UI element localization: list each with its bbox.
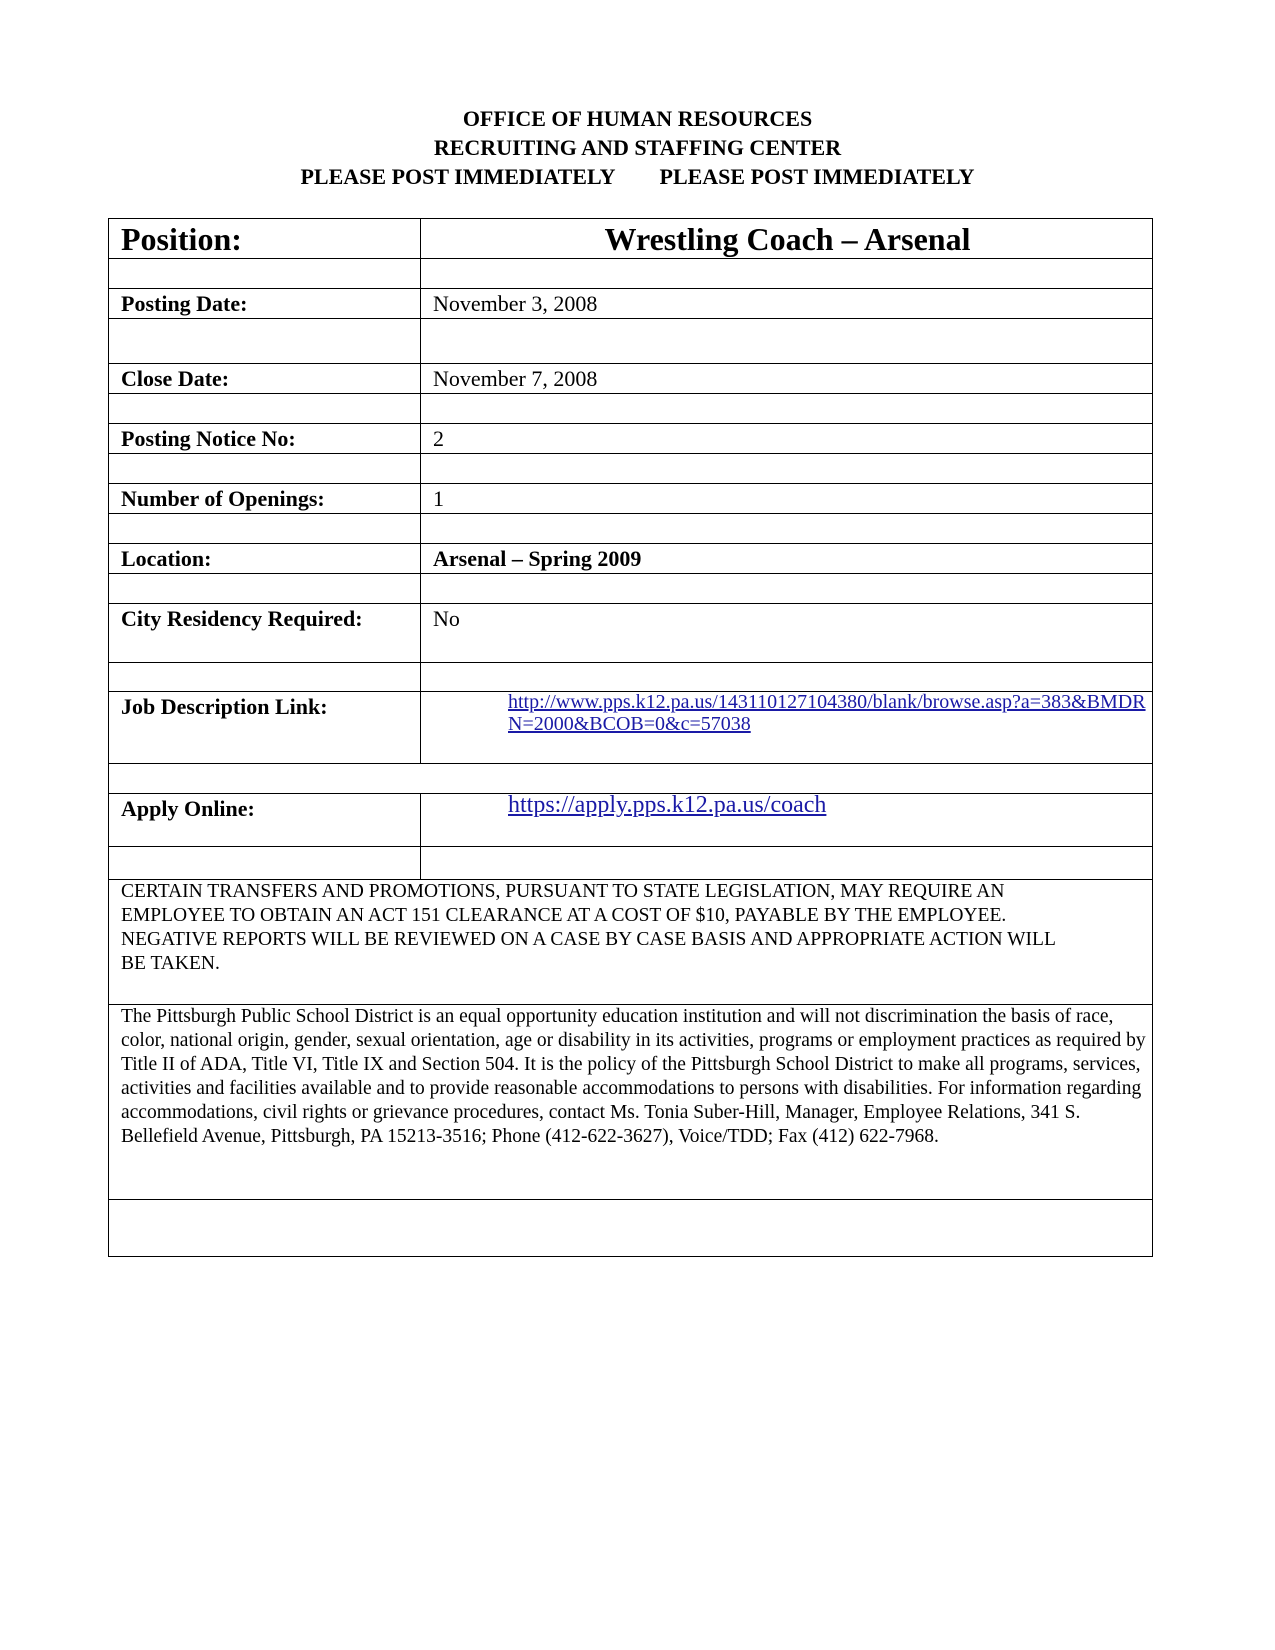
close-date-value: November 7, 2008 (433, 366, 598, 391)
position-title: Wrestling Coach – Arsenal (604, 221, 971, 257)
row-rule (109, 318, 1152, 319)
openings-label: Number of Openings: (121, 486, 325, 511)
posting-date-label: Posting Date: (121, 291, 248, 316)
notice-no-value: 2 (433, 426, 444, 451)
header-center: RECRUITING AND STAFFING CENTER (433, 135, 842, 160)
header-post-line (0, 162, 1275, 191)
row-rule (109, 662, 1152, 663)
header-post-right: PLEASE POST IMMEDIATELY (659, 164, 975, 189)
residency-value: No (433, 606, 460, 631)
notice-no-label: Posting Notice No: (121, 426, 296, 451)
job-description-link[interactable]: http://www.pps.k12.pa.us/143110127104380/blank/browse.asp?a=383&BMDRN=2000&BCOB=0&c=57038 (508, 691, 1146, 735)
openings-value: 1 (433, 486, 444, 511)
position-label: Position: (121, 221, 242, 257)
job-description-label: Job Description Link: (121, 694, 328, 719)
row-rule (109, 393, 1152, 394)
row-rule (109, 288, 1152, 289)
location-label: Location: (121, 546, 212, 571)
header-office: OFFICE OF HUMAN RESOURCES (462, 106, 813, 131)
row-rule (109, 258, 1152, 259)
document-header (0, 104, 1275, 191)
apply-online-label: Apply Online: (121, 796, 255, 821)
row-rule (109, 763, 1152, 764)
row-rule (109, 363, 1152, 364)
posting-table (108, 218, 1153, 1257)
row-rule (109, 513, 1152, 514)
row-rule (109, 573, 1152, 574)
row-rule (109, 453, 1152, 454)
header-post-left: PLEASE POST IMMEDIATELY (300, 164, 616, 189)
column-rule (420, 793, 421, 879)
eeo-statement: The Pittsburgh Public School District is an equal opportunity education institution and will not discrimination the basis of race, color, national origin, gender, sexual orientation, age or disability in its activities, programs or employment practices as required by Title II of ADA, Title VI, Title IX and Section 504. It is the policy of the Pittsburgh School District to make all programs, services, activities and facilities available and to provide reasonable accommodations to persons with disabilities. For information regarding accommodations, civil rights or grievance procedures, contact Ms. Tonia Suber-Hill, Manager, Employee Relations, 341 S. Bellefield Avenue, Pittsburgh, PA 15213-3516; Phone (412-622-3627), Voice/TDD; Fax (412) 622-7968. (121, 1006, 1146, 1147)
row-rule (109, 846, 1152, 847)
clearance-notice: CERTAIN TRANSFERS AND PROMOTIONS, PURSUANT TO STATE LEGISLATION, MAY REQUIRE AN EMPLOYEE TO OBTAIN AN ACT 151 CLEARANCE AT A COST OF $10, PAYABLE BY THE EMPLOYEE. NEGATIVE REPORTS WILL BE REVIEWED ON A CASE BY CASE BASIS AND APPROPRIATE ACTION WILL BE TAKEN. (121, 881, 1056, 974)
row-rule (109, 603, 1152, 604)
row-rule (109, 483, 1152, 484)
row-rule (109, 1199, 1152, 1200)
close-date-label: Close Date: (121, 366, 230, 391)
residency-label: City Residency Required: (121, 606, 363, 631)
location-value: Arsenal – Spring 2009 (433, 546, 642, 571)
posting-date-value: November 3, 2008 (433, 291, 598, 316)
apply-online-link[interactable]: https://apply.pps.k12.pa.us/coach (508, 792, 827, 818)
row-rule (109, 423, 1152, 424)
column-rule (420, 219, 421, 763)
row-rule (109, 543, 1152, 544)
